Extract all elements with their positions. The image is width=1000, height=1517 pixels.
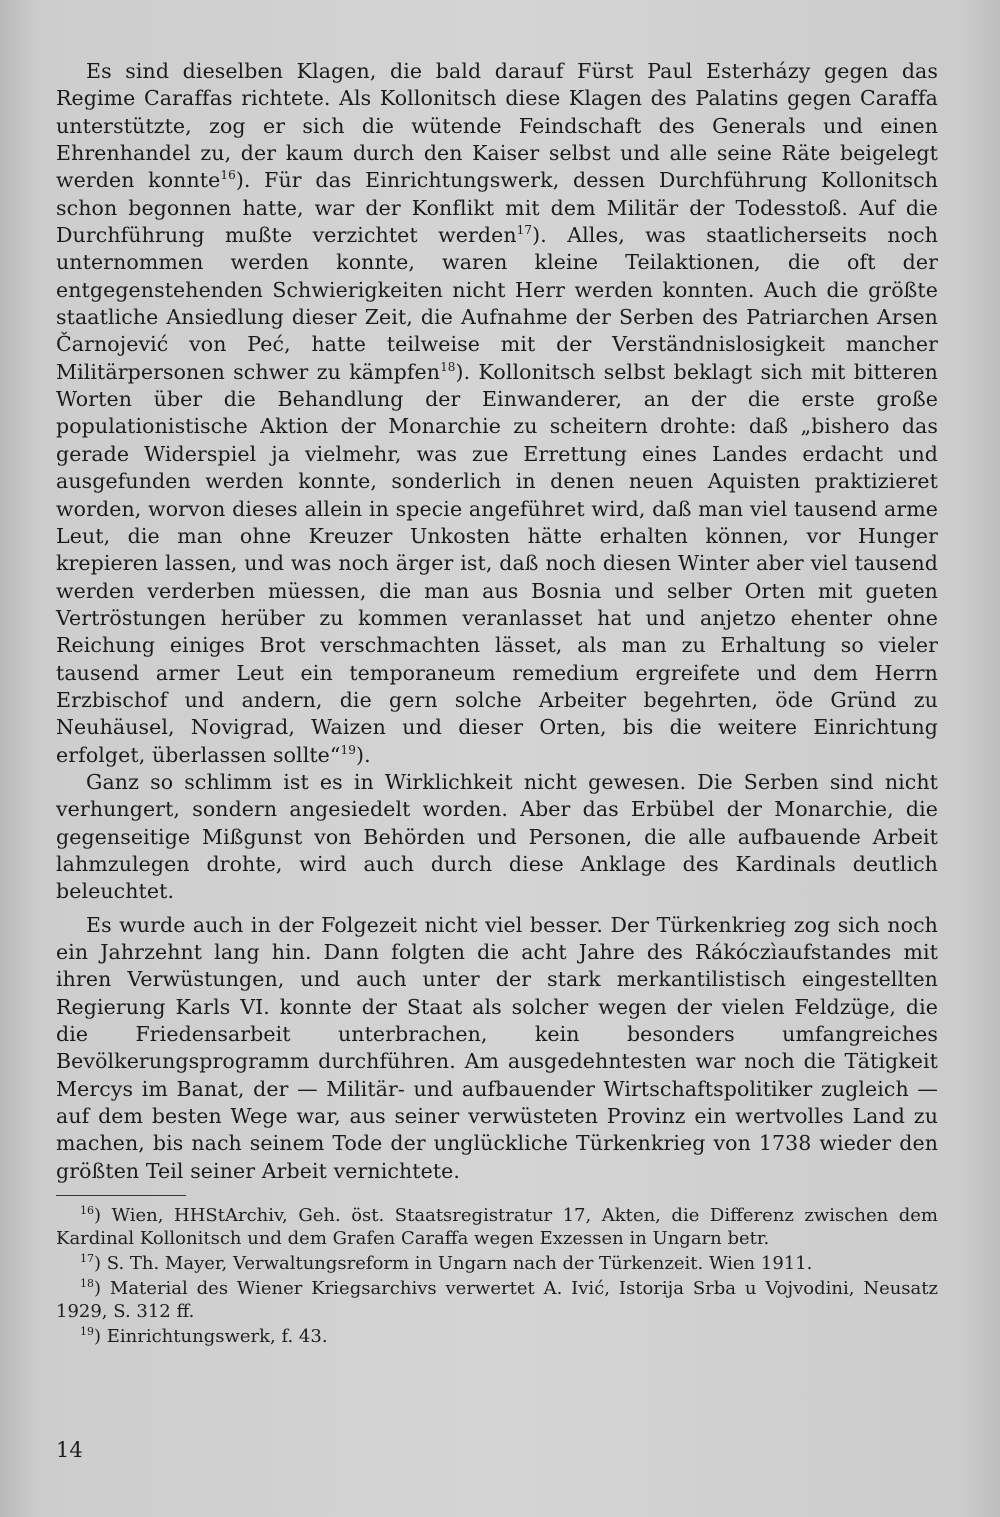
- footnote-paren: ): [94, 1205, 112, 1227]
- footnote-paren: ): [94, 1326, 107, 1348]
- footnote-text: Einrichtungswerk, f. 43.: [106, 1326, 328, 1348]
- footnote-number: 16: [80, 1204, 94, 1218]
- footnote-separator: [56, 1195, 186, 1196]
- text-run: ). Alles, was staatlicherseits noch unternommen werden konnte, waren kleine Teilaktionen, die oft der entgegenstehenden Schwierigkeiten nicht Herr werden konnten. Auch die größte staatliche Ansiedlung dieser Zeit, die Aufnahme der Serben des Patriarchen Arsen Čarnojević von Peć, hatte teilweise mit der Verständnislosigkeit mancher Militärpersonen schwer zu kämpfen: [56, 223, 938, 384]
- text-run: Ganz so schlimm ist es in Wirklichkeit nicht gewesen. Die Serben sind nicht verhungert, sondern angesiedelt worden. Aber das Erbübel der Monarchie, die gegenseitige Mißgunst von Behörden und Personen, die alle aufbauende Arbeit lahmzulegen drohte, wird auch durch diese Anklage des Kardinals deutlich beleuchtet.: [56, 769, 938, 904]
- text-run: Es sind dieselben Klagen, die bald darauf Fürst Paul Esterházy gegen das Regime Caraffas richtete. Als Kollonitsch diese Klagen des Palatins gegen Caraffa unterstützte, zog er sich die wütende Feindschaft des Generals und einen Ehrenhandel zu, der kaum durch den Kaiser selbst und alle seine Räte beigelegt werden konnte: [56, 59, 938, 193]
- footnote-ref-16: 16: [220, 168, 236, 183]
- footnote-paren: ): [94, 1253, 107, 1275]
- text-run: Es wurde auch in der Folgezeit nicht viel besser. Der Türkenkrieg zog sich noch ein Jahrzehnt lang hin. Dann folgten die acht Jahre des Rákóczìaufstandes mit ihren Verwüstungen, und auch unter der stark merkantilistisch eingestellten Regierung Karls VI. konnte der Staat als solcher wegen der vielen Feldzüge, die die Friedensarbeit unterbrachen, kein besonders umfangreiches Bevölkerungsprogramm durchführen. Am ausgedehntesten war noch die Tätigkeit Mercys im Banat, der — Militär- und aufbauender Wirtschaftspolitiker zugleich — auf dem besten Wege war, aus seiner verwüsteten Provinz ein wertvolles Land zu machen, bis nach seinem Tode der unglückliche Türkenkrieg von 1738 wieder den größten Teil seiner Arbeit vernichtete.: [56, 912, 938, 1183]
- footnote-ref-19: 19: [340, 742, 356, 757]
- page-number: 14: [56, 1438, 83, 1462]
- paragraph-3: [56, 912, 938, 1185]
- footnote-text: S. Th. Mayer, Verwaltungsreform in Ungarn nach der Türkenzeit. Wien 1911.: [106, 1253, 813, 1275]
- footnote-text: Wien, HHStArchiv, Geh. öst. Staatsregistratur 17, Akten, die Differenz zwischen dem Kardinal Kollonitsch und dem Grafen Caraffa wegen Exzessen in Ungarn betr.: [56, 1205, 938, 1250]
- footnote-number: 17: [80, 1252, 94, 1266]
- text-run: ). Für das Einrichtungswerk, dessen Durchführung Kollonitsch schon begonnen hatte, war der Konflikt mit dem Militär der Todesstoß. Auf die Durchführung mußte verzichtet werden: [56, 168, 938, 248]
- footnote-ref-17: 17: [516, 223, 533, 238]
- footnote-number: 18: [80, 1277, 94, 1291]
- footnote-16: [56, 1204, 938, 1250]
- paragraph-1: [56, 58, 938, 769]
- footnote-19: [56, 1325, 938, 1348]
- footnote-paren: ): [94, 1278, 110, 1300]
- footnotes: [56, 1204, 938, 1348]
- main-text: [56, 58, 938, 1185]
- footnote-18: [56, 1277, 938, 1323]
- footnote-number: 19: [80, 1325, 94, 1339]
- footnote-17: [56, 1252, 938, 1275]
- paragraph-2: [56, 769, 938, 906]
- text-run: ).: [355, 742, 371, 767]
- text-run: ). Kollonitsch selbst beklagt sich mit bitteren Worten über die Behandlung der Einwanderer, an der die erste große populationistische Aktion der Monarchie zu scheitern drohte: daß „bishero das gerade Widerspiel ja vielmehr, was zue Errettung eines Landes erdacht und ausgefunden werden konnte, sonderlich in denen neuen Aquisten praktizieret worden, worvon dieses allein in specie angeführet wird, daß man viel tausend arme Leut, die man ohne Kreuzer Unkosten hätte erhalten können, vor Hunger krepieren lassen, und was noch ärger ist, daß noch diesen Winter aber viel tausend werden verderben müessen, die man aus Bosnia und selber Orten mit gueten Vertröstungen herüber zu kommen veranlasset hat und anjetzo ehenter ohne Reichung einiges Brot verschmachten lässet, als man zu Erhaltung so vieler tausend armer Leut ein temporaneum remedium ergreifete und dem Herrn Erzbischof und andern, die gern solche Arbeiter begehrten, öde Gründ zu Neuhäusel, Novigrad, Waizen und dieser Orten, bis die weitere Einrichtung erfolget, überlassen sollte“: [56, 359, 938, 767]
- footnote-ref-18: 18: [440, 359, 456, 374]
- footnote-text: Material des Wiener Kriegsarchivs verwertet A. Ivić, Istorija Srba u Vojvodini, Neusatz 1929, S. 312 ff.: [56, 1278, 938, 1323]
